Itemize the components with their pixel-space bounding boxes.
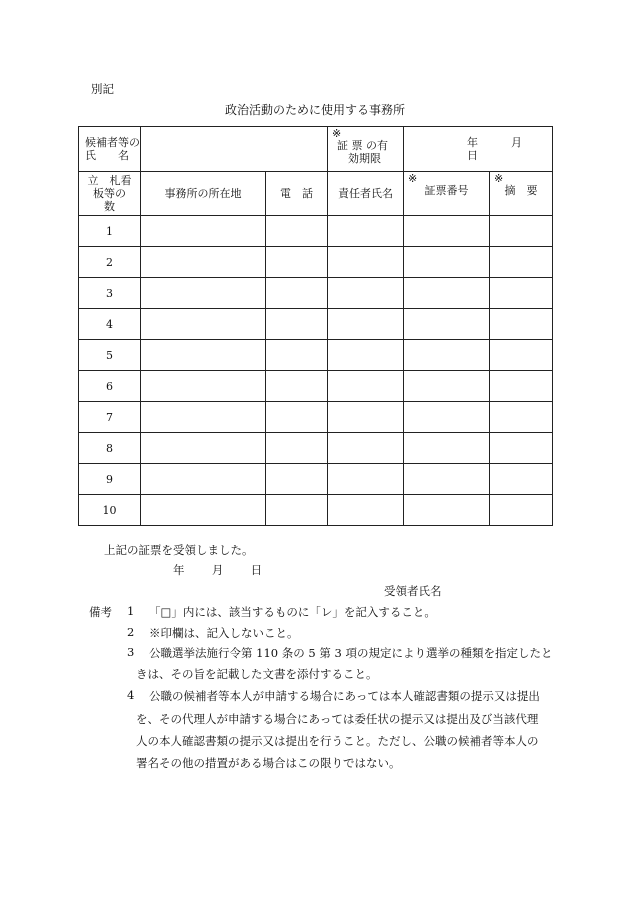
phone-field[interactable]: [266, 340, 328, 371]
responsible-person-field[interactable]: [328, 247, 404, 278]
cert-number-field[interactable]: [404, 495, 490, 526]
header-sign-count: 立 札看 板等の 数: [79, 172, 141, 216]
summary-field[interactable]: [490, 340, 553, 371]
phone-field[interactable]: [266, 464, 328, 495]
office-row: [79, 309, 553, 340]
row-number: 3: [79, 278, 141, 309]
cert-number-field[interactable]: [404, 433, 490, 464]
received-statement: 上記の証票を受領しました。: [104, 543, 254, 557]
header-office-location: 事務所の所在地: [141, 172, 266, 216]
responsible-person-field[interactable]: [328, 464, 404, 495]
phone-field[interactable]: [266, 278, 328, 309]
cert-number-field[interactable]: [404, 371, 490, 402]
office-row: [79, 216, 553, 247]
date-year-label: 年: [467, 136, 478, 149]
summary-field[interactable]: [490, 464, 553, 495]
remark-number: 1: [127, 604, 135, 618]
candidate-name-label: 候補者等の 氏 名: [79, 127, 141, 172]
cert-number-field[interactable]: [404, 340, 490, 371]
cert-number-field[interactable]: [404, 309, 490, 340]
phone-field[interactable]: [266, 371, 328, 402]
remark-number: 2: [127, 625, 135, 639]
header-row: [79, 172, 553, 216]
row-number: 7: [79, 402, 141, 433]
office-location-field[interactable]: [141, 309, 266, 340]
row-number: 4: [79, 309, 141, 340]
row-number: 6: [79, 371, 141, 402]
summary-field[interactable]: [490, 495, 553, 526]
summary-field[interactable]: [490, 309, 553, 340]
cert-number-field[interactable]: [404, 216, 490, 247]
phone-field[interactable]: [266, 216, 328, 247]
row-number: 10: [79, 495, 141, 526]
office-form-table: [78, 126, 553, 526]
office-location-field[interactable]: [141, 247, 266, 278]
phone-field[interactable]: [266, 309, 328, 340]
cert-validity-date-field[interactable]: [404, 127, 553, 172]
responsible-person-field[interactable]: [328, 433, 404, 464]
phone-field[interactable]: [266, 247, 328, 278]
reference-mark: ※: [408, 172, 418, 185]
responsible-person-field[interactable]: [328, 340, 404, 371]
remark-text: 「□」内には、該当するものに「レ」を記入すること。: [149, 605, 436, 619]
cert-number-field[interactable]: [404, 464, 490, 495]
responsible-person-field[interactable]: [328, 402, 404, 433]
phone-field[interactable]: [266, 433, 328, 464]
summary-field[interactable]: [490, 402, 553, 433]
candidate-name-field[interactable]: [141, 127, 328, 172]
received-date: [173, 562, 262, 578]
header-responsible-person: 責任者氏名: [328, 172, 404, 216]
reference-mark: ※: [332, 127, 342, 140]
office-location-field[interactable]: [141, 216, 266, 247]
candidate-row: [79, 127, 553, 172]
office-row: [79, 278, 553, 309]
remarks-label: 備考: [89, 605, 112, 619]
responsible-person-field[interactable]: [328, 371, 404, 402]
received-day-label: 日: [250, 563, 263, 577]
remark-text: ※印欄は、記入しないこと。: [149, 626, 299, 640]
office-row: [79, 402, 553, 433]
office-row: [79, 464, 553, 495]
summary-field[interactable]: [490, 433, 553, 464]
phone-field[interactable]: [266, 495, 328, 526]
cert-number-field[interactable]: [404, 278, 490, 309]
responsible-person-field[interactable]: [328, 309, 404, 340]
remark-text: きは、その旨を記載した文書を添付すること。: [136, 667, 378, 681]
office-location-field[interactable]: [141, 495, 266, 526]
office-location-field[interactable]: [141, 371, 266, 402]
responsible-person-field[interactable]: [328, 278, 404, 309]
office-location-field[interactable]: [141, 433, 266, 464]
header-summary: ※ 摘 要: [490, 172, 553, 216]
office-row: [79, 247, 553, 278]
remark-text: 人の本人確認書類の提示又は提出を行うこと。ただし、公職の候補者等本人の: [136, 734, 539, 748]
office-location-field[interactable]: [141, 402, 266, 433]
responsible-person-field[interactable]: [328, 216, 404, 247]
office-row: [79, 371, 553, 402]
remark-text: 公職の候補者等本人が申請する場合にあっては本人確認書類の提示又は提出: [149, 689, 540, 703]
cert-number-field[interactable]: [404, 247, 490, 278]
cert-number-field[interactable]: [404, 402, 490, 433]
cert-validity-label: ※ 証 票 の有 効期限: [328, 127, 404, 172]
receiver-name-label: 受領者氏名: [384, 584, 442, 598]
row-number: 1: [79, 216, 141, 247]
reference-mark: ※: [494, 172, 504, 185]
remark-text: 署名その他の措置がある場合はこの限りではない。: [136, 756, 401, 770]
received-year-label: 年: [173, 563, 185, 577]
responsible-person-field[interactable]: [328, 495, 404, 526]
row-number: 2: [79, 247, 141, 278]
header-cert-number: ※ 証票番号: [404, 172, 490, 216]
remark-number: 3: [127, 645, 135, 659]
office-location-field[interactable]: [141, 464, 266, 495]
office-row: [79, 495, 553, 526]
remark-number: 4: [127, 688, 135, 702]
remark-text: を、その代理人が申請する場合にあっては委任状の提示又は提出及び当該代理: [136, 712, 539, 726]
row-number: 8: [79, 433, 141, 464]
header-phone: 電 話: [266, 172, 328, 216]
summary-field[interactable]: [490, 278, 553, 309]
received-month-label: 月: [211, 563, 224, 577]
office-location-field[interactable]: [141, 278, 266, 309]
phone-field[interactable]: [266, 402, 328, 433]
remark-text: 公職選挙法施行令第 110 条の 5 第 3 項の規定により選挙の種類を指定したと: [149, 646, 553, 660]
summary-field[interactable]: [490, 371, 553, 402]
note-label: 別記: [91, 82, 114, 96]
document-title: 政治活動のために使用する事務所: [224, 103, 405, 117]
office-row: [79, 340, 553, 371]
summary-field[interactable]: [490, 216, 553, 247]
office-location-field[interactable]: [141, 340, 266, 371]
summary-field[interactable]: [490, 247, 553, 278]
row-number: 9: [79, 464, 141, 495]
date-month-label: 月: [511, 136, 522, 149]
office-row: [79, 433, 553, 464]
date-day-label: 日: [467, 149, 478, 162]
row-number: 5: [79, 340, 141, 371]
